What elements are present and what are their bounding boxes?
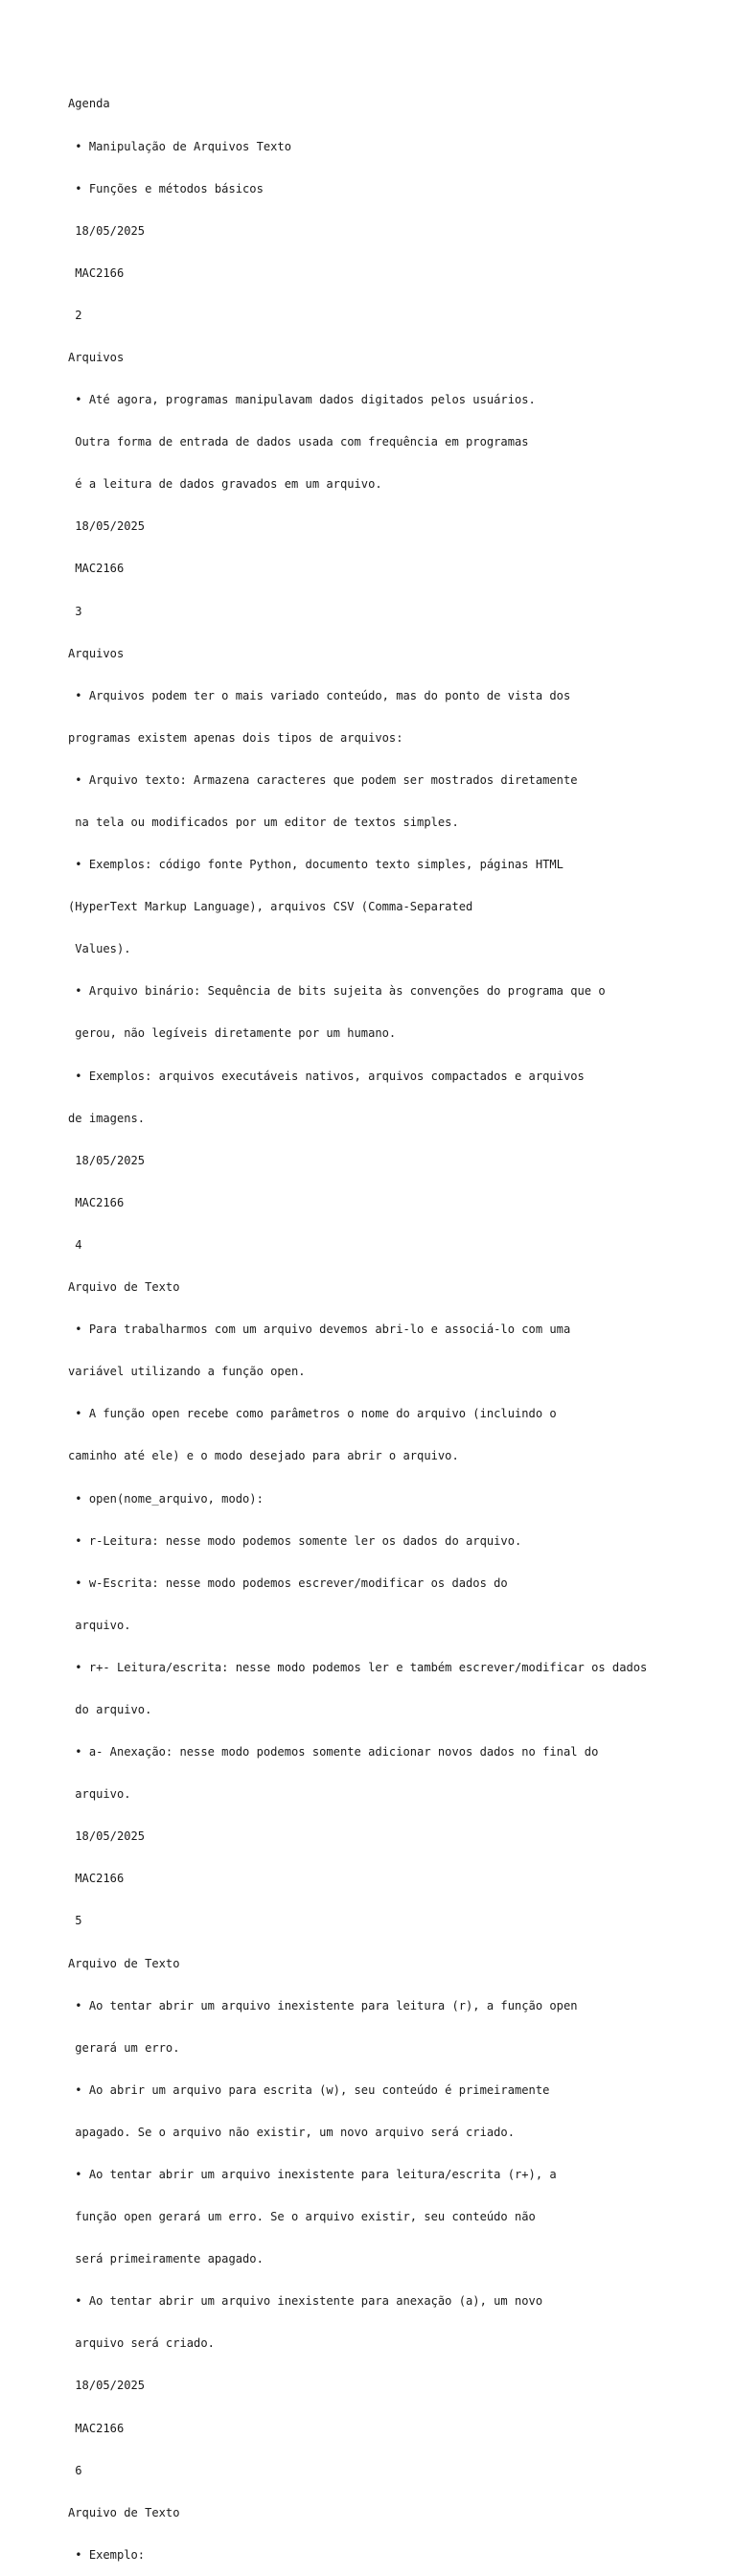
text-line: • Exemplo: bbox=[68, 2547, 146, 2562]
text-line: • Ao abrir um arquivo para escrita (w), seu conteúdo é primeiramente bbox=[68, 2082, 550, 2097]
text-line: 18/05/2025 bbox=[68, 2379, 146, 2393]
text-line: gerou, não legíveis diretamente por um humano. bbox=[68, 1026, 397, 1041]
text-line: Arquivo de Texto bbox=[68, 1956, 180, 1970]
text-line: Arquivos bbox=[68, 350, 125, 364]
text-line: • Até agora, programas manipulavam dados digitados pelos usuários. bbox=[68, 393, 536, 407]
text-line: 18/05/2025 bbox=[68, 1829, 146, 1844]
text-line: arquivo. bbox=[68, 1618, 131, 1632]
text-line: caminho até ele) e o modo desejado para abrir o arquivo. bbox=[68, 1449, 459, 1463]
text-line: variável utilizando a função open. bbox=[68, 1365, 306, 1379]
document-text bbox=[68, 69, 729, 2576]
text-line: 6 bbox=[68, 2463, 82, 2477]
text-line: MAC2166 bbox=[68, 2421, 125, 2435]
text-line: MAC2166 bbox=[68, 265, 125, 280]
text-line: • Arquivos podem ter o mais variado conteúdo, mas do ponto de vista dos bbox=[68, 688, 571, 702]
text-line: • r-Leitura: nesse modo podemos somente ler os dados do arquivo. bbox=[68, 1533, 522, 1548]
text-line: • Ao tentar abrir um arquivo inexistente para anexação (a), um novo bbox=[68, 2294, 543, 2309]
text-line: • Manipulação de Arquivos Texto bbox=[68, 139, 291, 153]
text-line: 18/05/2025 bbox=[68, 223, 146, 238]
text-line: 2 bbox=[68, 308, 82, 322]
text-line: • w-Escrita: nesse modo podemos escrever/modificar os dados do bbox=[68, 1576, 508, 1590]
text-line: • Ao tentar abrir um arquivo inexistente para leitura/escrita (r+), a bbox=[68, 2168, 557, 2181]
text-line: Arquivos bbox=[68, 646, 125, 660]
text-line: Arquivo de Texto bbox=[68, 1280, 180, 1295]
text-line: é a leitura de dados gravados em um arquivo. bbox=[68, 477, 382, 492]
text-line: de imagens. bbox=[68, 1111, 146, 1125]
text-line: • Arquivo texto: Armazena caracteres que podem ser mostrados diretamente bbox=[68, 772, 578, 787]
text-line: apagado. Se o arquivo não existir, um novo arquivo será criado. bbox=[68, 2125, 515, 2139]
text-line: Values). bbox=[68, 942, 131, 956]
text-line: • a- Anexação: nesse modo podemos somente adicionar novos dados no final do bbox=[68, 1745, 599, 1760]
text-line: Arquivo de Texto bbox=[68, 2505, 180, 2519]
text-line: 3 bbox=[68, 604, 82, 618]
text-line: arquivo. bbox=[68, 1787, 131, 1802]
text-line: MAC2166 bbox=[68, 1872, 125, 1886]
text-line: • Para trabalharmos com um arquivo devemos abri-lo e associá-lo com uma bbox=[68, 1322, 571, 1337]
text-line: gerará um erro. bbox=[68, 2040, 180, 2055]
text-line: (HyperText Markup Language), arquivos CSV (Comma-Separated bbox=[68, 900, 473, 914]
text-line: • Arquivo binário: Sequência de bits sujeita às convenções do programa que o bbox=[68, 984, 606, 999]
text-line: • Ao tentar abrir um arquivo inexistente para leitura (r), a função open bbox=[68, 1998, 578, 2012]
text-line: • r+- Leitura/escrita: nesse modo podemos ler e também escrever/modificar os dados bbox=[68, 1660, 648, 1674]
text-line: Outra forma de entrada de dados usada com frequência em programas bbox=[68, 435, 529, 449]
text-line: do arquivo. bbox=[68, 1702, 152, 1716]
text-line: será primeiramente apagado. bbox=[68, 2252, 264, 2266]
text-line: • Funções e métodos básicos bbox=[68, 181, 264, 196]
text-line: • open(nome_arquivo, modo): bbox=[68, 1491, 264, 1506]
text-line: MAC2166 bbox=[68, 1195, 125, 1209]
text-line: 4 bbox=[68, 1237, 82, 1252]
text-line: Agenda bbox=[68, 97, 110, 111]
text-line: • Exemplos: código fonte Python, documento texto simples, páginas HTML bbox=[68, 858, 564, 872]
text-line: 18/05/2025 bbox=[68, 519, 146, 534]
text-line: na tela ou modificados por um editor de textos simples. bbox=[68, 816, 459, 829]
text-line: arquivo será criado. bbox=[68, 2336, 215, 2351]
text-line: 18/05/2025 bbox=[68, 1153, 146, 1167]
text-line: 5 bbox=[68, 1914, 82, 1928]
text-line: MAC2166 bbox=[68, 562, 125, 576]
text-line: • A função open recebe como parâmetros o nome do arquivo (incluindo o bbox=[68, 1407, 557, 1421]
text-line: • Exemplos: arquivos executáveis nativos, arquivos compactados e arquivos bbox=[68, 1069, 585, 1083]
text-line: função open gerará um erro. Se o arquivo existir, seu conteúdo não bbox=[68, 2210, 536, 2224]
text-line: programas existem apenas dois tipos de arquivos: bbox=[68, 730, 403, 745]
